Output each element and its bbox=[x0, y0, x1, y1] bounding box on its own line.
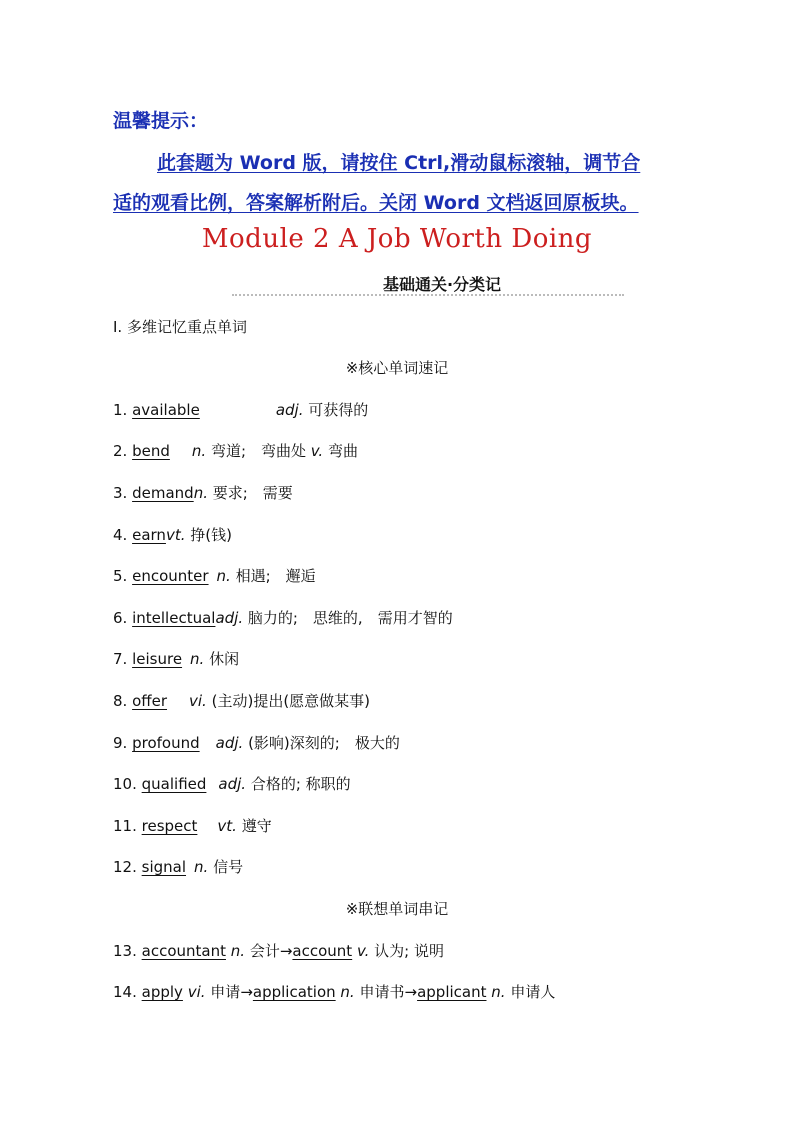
vocab-item bbox=[113, 981, 555, 1002]
vocab-pos: vt. bbox=[217, 817, 237, 835]
vocab-word: demand bbox=[132, 484, 194, 502]
vocab-number: 9. bbox=[113, 734, 128, 752]
vocab-word: encounter bbox=[132, 567, 209, 585]
vocab-pos: n. bbox=[230, 942, 246, 960]
arrow-icon: → bbox=[404, 983, 418, 1001]
vocab-meaning: 要求; 需要 bbox=[212, 484, 293, 502]
vocab-pos: vi. bbox=[187, 983, 206, 1001]
vocab-number: 4. bbox=[113, 526, 128, 544]
vocab-word: intellectual bbox=[132, 609, 216, 627]
vocab-pos: adj. bbox=[218, 775, 247, 793]
vocab-meaning: 合格的; 称职的 bbox=[250, 775, 351, 793]
vocab-number: 6. bbox=[113, 609, 128, 627]
vocab-pos: adj. bbox=[275, 401, 304, 419]
vocab-number: 2. bbox=[113, 442, 128, 460]
vocab-meaning: 相遇; 邂逅 bbox=[235, 567, 316, 585]
vocab-pos-2: v. bbox=[310, 442, 324, 460]
vocab-derived-word: account bbox=[292, 942, 353, 960]
vocab-item bbox=[113, 690, 370, 711]
vocab-word: leisure bbox=[132, 650, 183, 668]
vocab-meaning: 挣(钱) bbox=[190, 526, 232, 544]
vocab-pos: adj. bbox=[215, 609, 244, 627]
arrow-icon: → bbox=[279, 942, 293, 960]
vocab-number: 1. bbox=[113, 401, 128, 419]
vocab-meaning: 信号 bbox=[213, 858, 244, 876]
vocab-derived-word-2: applicant bbox=[417, 983, 487, 1001]
vocab-number: 8. bbox=[113, 692, 128, 710]
vocab-item bbox=[113, 773, 351, 794]
vocab-number: 7. bbox=[113, 650, 128, 668]
vocab-meaning-2: 申请书 bbox=[359, 983, 405, 1001]
vocab-number: 3. bbox=[113, 484, 128, 502]
vocab-word: apply bbox=[141, 983, 183, 1001]
vocab-pos: n. bbox=[216, 567, 231, 585]
vocab-item bbox=[113, 856, 243, 877]
vocab-meaning: 申请 bbox=[210, 983, 241, 1001]
vocab-meaning: (主动)提出(愿意做某事) bbox=[211, 692, 371, 710]
dotted-divider bbox=[232, 294, 624, 296]
vocab-word: profound bbox=[132, 734, 200, 752]
vocab-meaning: (影响)深刻的; 极大的 bbox=[248, 734, 400, 752]
vocab-word: signal bbox=[141, 858, 187, 876]
vocab-word: bend bbox=[132, 442, 170, 460]
vocab-pos-2: n. bbox=[340, 983, 355, 1001]
vocab-item bbox=[113, 732, 400, 753]
vocab-item bbox=[113, 648, 239, 669]
vocab-pos: vi. bbox=[189, 692, 207, 710]
vocab-number: 14. bbox=[113, 983, 137, 1001]
tip-title: 温馨提示： bbox=[113, 110, 209, 132]
vocab-item bbox=[113, 482, 293, 503]
vocab-meaning: 会计 bbox=[249, 942, 280, 960]
vocab-derived-word: application bbox=[252, 983, 336, 1001]
vocab-item bbox=[113, 440, 358, 461]
vocab-item bbox=[113, 940, 444, 961]
module-title: Module 2 A Job Worth Doing bbox=[201, 224, 593, 254]
arrow-icon: → bbox=[240, 983, 253, 1001]
part-title: Ⅰ. 多维记忆重点单词 bbox=[113, 318, 247, 336]
core-words-heading: ※核心单词速记 bbox=[345, 359, 449, 377]
vocab-word: offer bbox=[132, 692, 168, 710]
vocab-meaning-2: 认为; 说明 bbox=[374, 942, 444, 960]
vocab-pos: vt. bbox=[165, 526, 186, 544]
vocab-pos: n. bbox=[191, 442, 207, 460]
vocab-meaning: 遵守 bbox=[241, 817, 272, 835]
vocab-meaning: 休闲 bbox=[209, 650, 240, 668]
section-title: 基础通关·分类记 bbox=[382, 275, 502, 294]
tip-line-2: 适的观看比例，答案解析附后。关闭 Word 文档返回原板块。 bbox=[113, 192, 639, 214]
vocab-item bbox=[113, 815, 272, 836]
assoc-words-heading: ※联想单词串记 bbox=[345, 900, 449, 918]
vocab-pos: n. bbox=[190, 650, 205, 668]
vocab-number: 11. bbox=[113, 817, 137, 835]
vocab-meaning-3: 申请人 bbox=[510, 983, 556, 1001]
vocab-number: 10. bbox=[113, 775, 137, 793]
vocab-item bbox=[113, 565, 316, 586]
vocab-meaning: 脑力的; 思维的, 需用才智的 bbox=[247, 609, 453, 627]
vocab-pos-2: v. bbox=[356, 942, 370, 960]
vocab-word: available bbox=[132, 401, 200, 419]
vocab-item bbox=[113, 607, 453, 628]
vocab-pos: n. bbox=[194, 858, 209, 876]
vocab-word: earn bbox=[132, 526, 166, 544]
vocab-item bbox=[113, 399, 368, 420]
vocab-number: 12. bbox=[113, 858, 137, 876]
vocab-meaning: 弯道; 弯曲处 bbox=[210, 442, 306, 460]
tip-line-1: 此套题为 Word 版，请按住 Ctrl,滑动鼠标滚轴，调节合 bbox=[157, 152, 641, 174]
vocab-pos: n. bbox=[193, 484, 208, 502]
vocab-pos-3: n. bbox=[491, 983, 506, 1001]
vocab-word: qualified bbox=[141, 775, 207, 793]
vocab-pos: adj. bbox=[215, 734, 244, 752]
vocab-item bbox=[113, 524, 232, 545]
vocab-number: 13. bbox=[113, 942, 137, 960]
vocab-meaning-2: 弯曲 bbox=[327, 442, 358, 460]
vocab-meaning: 可获得的 bbox=[308, 401, 369, 419]
vocab-word: respect bbox=[141, 817, 198, 835]
vocab-word: accountant bbox=[141, 942, 226, 960]
vocab-number: 5. bbox=[113, 567, 128, 585]
